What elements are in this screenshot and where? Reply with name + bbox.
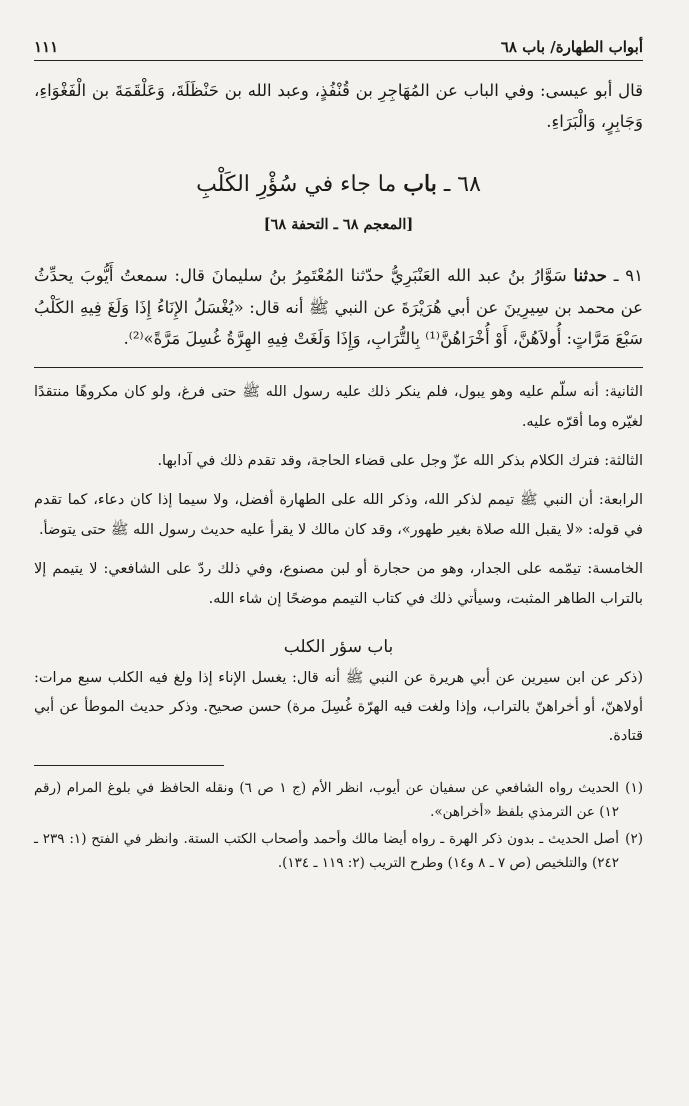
- intro-paragraph: قال أبو عيسى: وفي الباب عن المُهَاجِرِ بن قُنْفُذٍ، وعبد الله بن حَنْظَلَةَ، وَعَلْقَمَةَ بن الْفَغْوَاءِ، وَجَابِرٍ، وَالْبَرَاءِ.: [34, 81, 643, 131]
- footnote-number: (١): [625, 779, 643, 796]
- commentary-text: أنه سلّم عليه وهو يبول، فلم ينكر ذلك عليه رسول الله ﷺ حتى فرغ، ولو كان مكروهًا منتقدًا لغيّره وما أقرّه عليه.: [34, 383, 643, 430]
- chapter-bab-word: باب: [403, 171, 437, 197]
- footnotes: [34, 776, 643, 876]
- commentary-text: تيمّمه على الجدار، وهو من حجارة أو لبن مصنوع، وفي ذلك ردّ على الشافعي: لا يتيمم إلا بالتراب الطاهر المثبت، وسيأتي ذلك في كتاب التيمم موضحًا إن شاء الله.: [34, 560, 643, 607]
- commentary-divider: [34, 367, 643, 368]
- footnote: [34, 776, 643, 825]
- running-header-title: أبواب الطهارة/ باب ٦٨: [500, 38, 643, 56]
- hadith-text: سَوَّارُ بنُ عبد الله العَنْبَرِيُّ حدّثنا المُعْتَمِرُ بنُ سليمانَ قال: سمعتُ أَيُّوبَ يحدِّثُ عن محمد بن سِيرِينَ عن أبي هُرَيْرَةَ عن النبي ﷺ أنه قال: «يُغْسَلُ الإِنَاءُ إِذَا وَلَغَ فِيهِ الكَلْبُ سَبْعَ مَرَّاتٍ: أُولاَهُنَّ، أَوْ أُخْرَاهُنَّ⁽¹⁾ بِالتُّرَابِ، وَإِذَا وَلَغَتْ فِيهِ الهِرَّةُ غُسِلَ مَرَّةً»⁽²⁾.: [34, 266, 643, 348]
- footnote-text: أصل الحديث ـ بدون ذكر الهرة ـ رواه أيضا مالك وأحمد وأصحاب الكتب الستة. وانظر في الفتح (١: ٢٣٩ ـ ٢٤٢) والتلخيص (ص ٧ ـ ٨ و١٤) وطرح التريب (٢: ١١٩ ـ ١٣٤).: [34, 830, 619, 871]
- hadith-haddatha: حدثنا: [573, 266, 607, 285]
- commentary-lead: الخامسة:: [587, 560, 644, 577]
- chapter-title: ما جاء في سُؤْرِ الكَلْبِ: [196, 172, 397, 197]
- sub-section-quote: (ذكر عن ابن سيرين عن أبي هريرة عن النبي ﷺ أنه قال: يغسل الإناء إذا ولغ فيه الكلب سبع مرات: أولاهنّ، أو أخراهنّ بالتراب، وإذا ولغت فيه الهرّة غُسِلَ مرة) حسن صحيح. وذكر حديث الموطأ عن أبي قتادة.: [34, 669, 643, 744]
- commentary-text: أن النبي ﷺ تيمم لذكر الله، وذكر الله على الطهارة أفضل، ولا سيما إذا كان دعاء، كما تقدم في قوله: «لا يقبل الله صلاة بغير طهور»، وقد كان مالك لا يقرأ عليه حديث رسول الله ﷺ حتى يتوضأ.: [34, 491, 643, 538]
- commentary-lead: الثانية:: [604, 383, 643, 400]
- commentary-paragraph: [34, 554, 643, 614]
- running-header: [34, 38, 643, 61]
- commentary-paragraph: [34, 446, 643, 476]
- chapter-number: ٦٨ ـ: [443, 172, 481, 197]
- commentary-paragraph: [34, 377, 643, 437]
- hadith-number: ٩١ ـ: [613, 266, 643, 285]
- footnote-number: (٢): [625, 830, 643, 847]
- commentary-lead: الثالثة:: [604, 452, 643, 469]
- chapter-heading: [34, 167, 643, 202]
- sub-section-title: باب سؤر الكلب: [283, 636, 394, 657]
- concordance-reference: [المعجم ٦٨ ـ التحفة ٦٨]: [263, 216, 414, 233]
- commentary-text: فترك الكلام بذكر الله عزّ وجل على قضاء الحاجة، وقد تقدم ذلك في آدابها.: [157, 452, 600, 469]
- page-number: ١١١: [34, 38, 59, 56]
- footnote: [34, 827, 643, 876]
- hadith-paragraph: [34, 260, 643, 355]
- footnote-divider: [34, 765, 224, 766]
- commentary-lead: الرابعة:: [598, 491, 643, 508]
- footnote-text: الحديث رواه الشافعي عن سفيان عن أيوب، انظر الأم (ج ١ ص ٦) ونقله الحافظ في بلوغ المرام (رقم ١٢) عن الترمذي بلفظ «أخراهن».: [34, 779, 620, 820]
- commentary-paragraph: [34, 485, 643, 545]
